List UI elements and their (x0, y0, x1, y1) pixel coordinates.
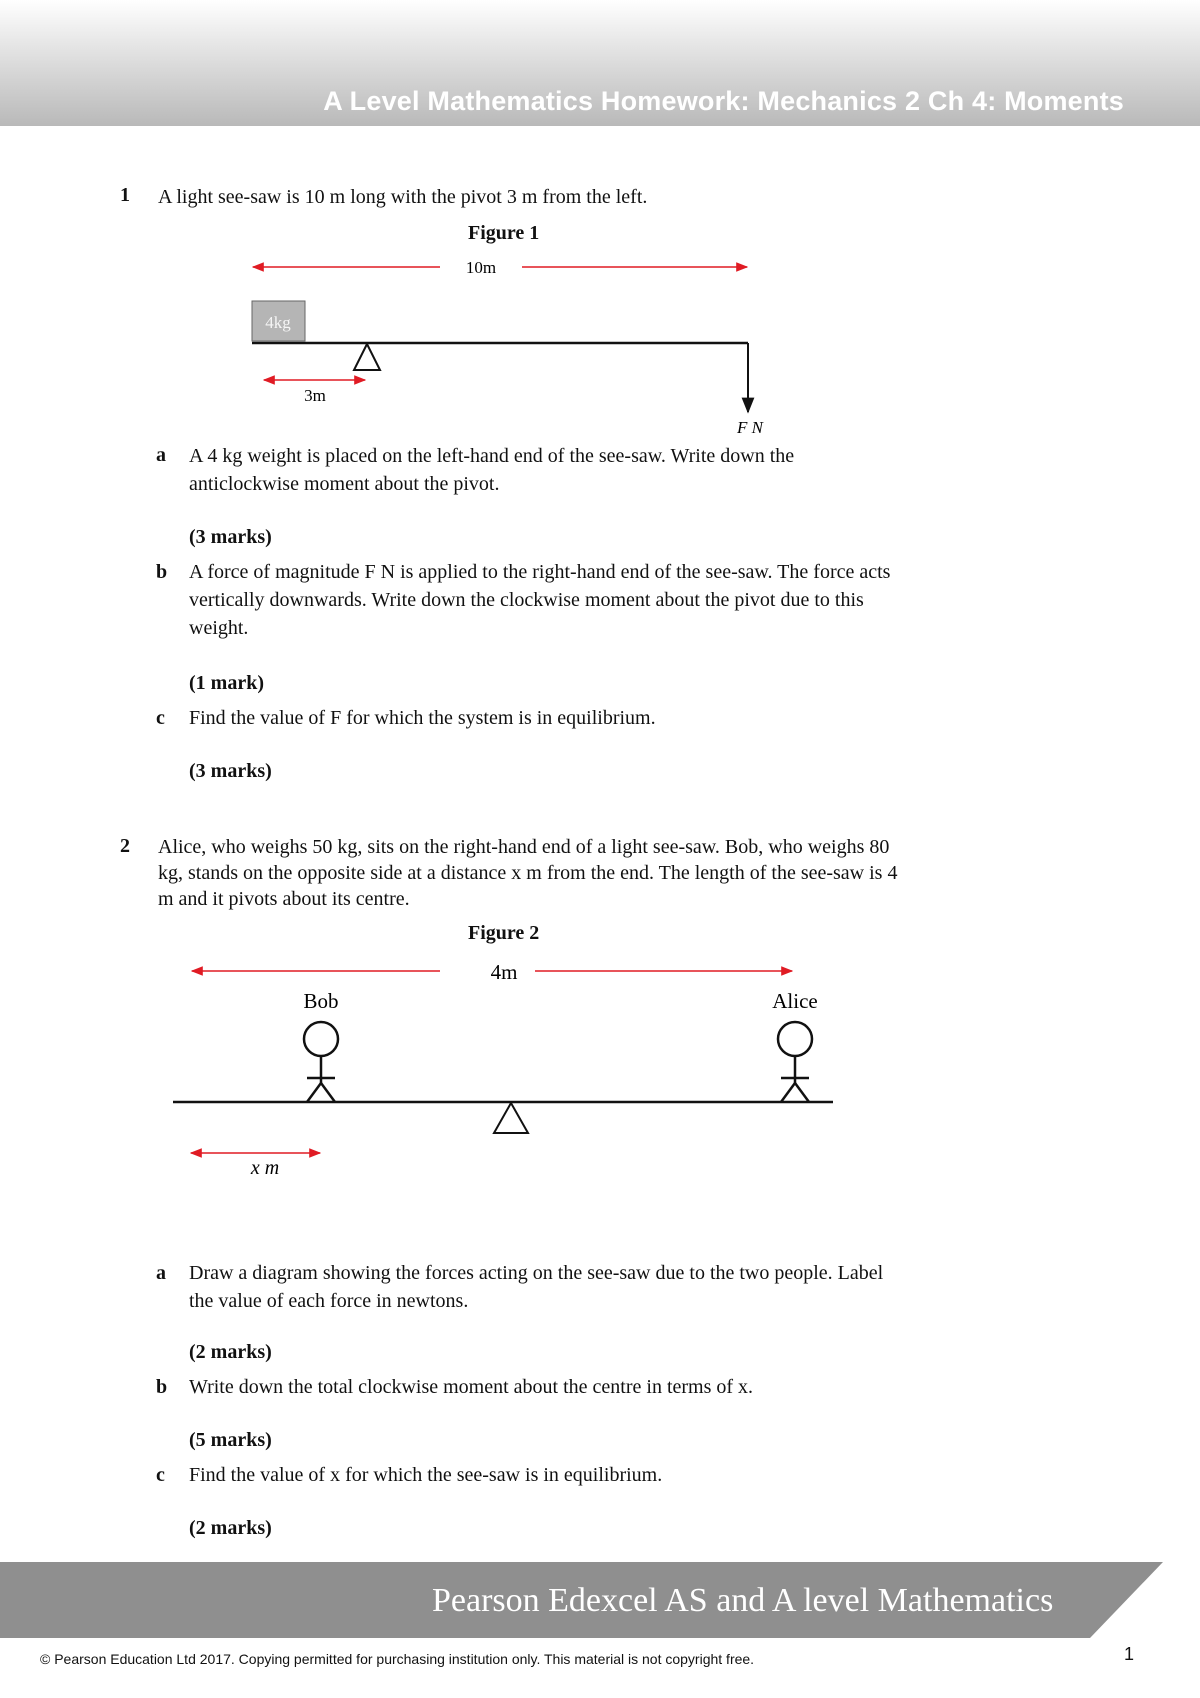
marks: (3 marks) (189, 760, 272, 782)
footer-brand: Pearson Edexcel AS and A level Mathematics (432, 1582, 1054, 1619)
part-label: a (156, 444, 166, 466)
part-label: b (156, 1376, 168, 1398)
part-text: Write down the total clockwise moment about the centre in terms of x. (189, 1376, 754, 1398)
question-number: 2 (120, 835, 130, 857)
question-text: Alice, who weighs 50 kg, sits on the right-hand end of a light see-saw. Bob, who weighs 80 kg, stands on the opposite side at a distance x m from the end. The length of the see-saw is 4 m and it pivots about its centre. (158, 836, 898, 910)
marks: (2 marks) (189, 1517, 272, 1539)
figure-1-diagram (240, 248, 763, 438)
pivot-triangle (354, 344, 380, 370)
marks: (5 marks) (189, 1429, 272, 1451)
marks: (2 marks) (189, 1341, 272, 1363)
part-label: b (156, 561, 168, 583)
page-title: A Level Mathematics Homework: Mechanics 2 Ch 4: Moments (323, 86, 1124, 116)
part-label: c (156, 707, 165, 729)
part-label: a (156, 1262, 166, 1284)
part-text: Find the value of x for which the see-saw is in equilibrium. (189, 1464, 663, 1486)
figure-caption: Figure 1 (468, 222, 540, 244)
part-text: Draw a diagram showing the forces acting on the see-saw due to the two people. Label the value of each force in newtons. (189, 1262, 884, 1312)
figure-2-diagram (170, 952, 840, 1182)
pivot-distance-label: 3m (304, 386, 326, 405)
marks: (3 marks) (189, 526, 272, 548)
bob-label: Bob (303, 989, 339, 1013)
copyright-notice: © Pearson Education Ltd 2017. Copying permitted for purchasing institution only. This material is not copyright free. (40, 1651, 755, 1667)
bob-figure (304, 1022, 338, 1102)
alice-figure (778, 1022, 812, 1102)
question-number: 1 (120, 184, 130, 206)
page-number: 1 (1124, 1644, 1135, 1664)
part-text: Find the value of F for which the system is in equilibrium. (189, 707, 656, 729)
part-text: A force of magnitude F N is applied to the right-hand end of the see-saw. The force acts vertically downwards. Write down the clockwise moment about the pivot due to this weight. (189, 561, 891, 639)
force-label: F N (737, 418, 763, 437)
part-text: A 4 kg weight is placed on the left-hand end of the see-saw. Write down the anticlockwise moment about the pivot. (189, 445, 795, 495)
pivot-triangle (494, 1103, 528, 1133)
question-text: A light see-saw is 10 m long with the pivot 3 m from the left. (158, 186, 648, 208)
length-label: 10m (465, 258, 497, 277)
part-label: c (156, 1464, 165, 1486)
mass-label: 4kg (265, 313, 291, 332)
marks: (1 mark) (189, 672, 264, 694)
length-label: 4m (490, 960, 518, 984)
figure-caption: Figure 2 (468, 922, 540, 944)
distance-label: x m (250, 1157, 280, 1179)
alice-label: Alice (772, 989, 818, 1013)
